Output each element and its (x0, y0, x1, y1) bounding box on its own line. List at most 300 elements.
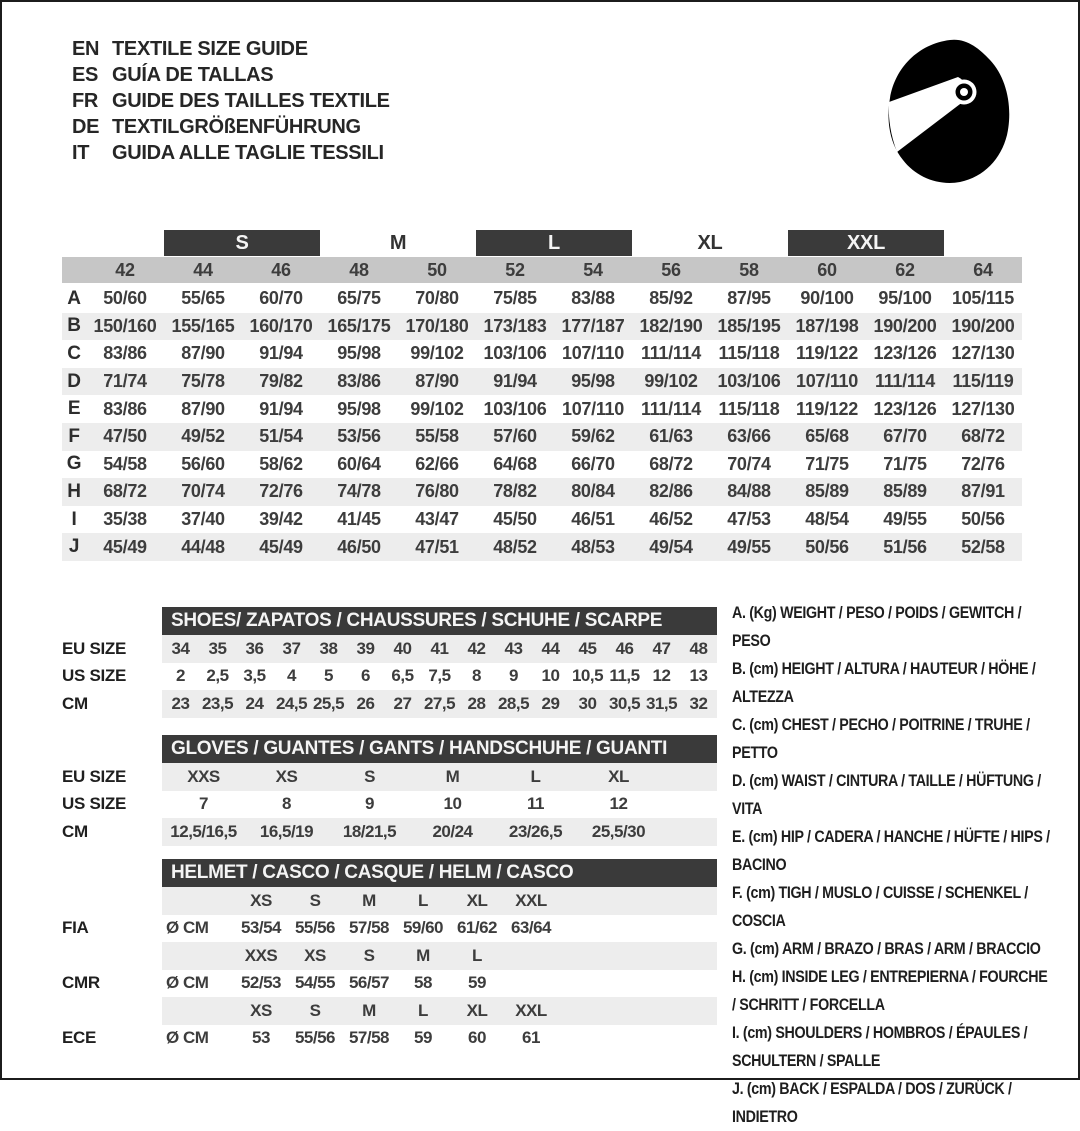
helmet-sizes (162, 887, 717, 915)
shoes-value: 29 (541, 693, 560, 713)
size-number: 56 (661, 259, 681, 280)
language-code: DE (72, 115, 100, 138)
helmet-sizes (162, 997, 717, 1025)
measurement-value: 66/70 (571, 453, 615, 474)
measurement-value: 103/106 (483, 398, 547, 419)
measurement-row-letter: B (67, 315, 81, 337)
helmet-sizes (162, 942, 717, 970)
measurement-value: 49/52 (181, 426, 225, 447)
size-group-label: S (164, 230, 320, 256)
measurement-row-letter: F (68, 425, 80, 447)
legend-item: H. (cm) INSIDE LEG / ENTREPIERNA / FOURCHE / SCHRITT / FORCELLA (732, 967, 1048, 1014)
measurement-value: 111/114 (641, 398, 701, 419)
helmet-value: 61/62 (456, 918, 498, 938)
size-number: 64 (973, 259, 993, 280)
helmet-value: 59 (414, 1028, 432, 1048)
measurement-row (62, 423, 1022, 451)
helmet-size-label: L (418, 890, 428, 910)
language-row (72, 62, 390, 88)
measurement-value: 95/100 (878, 288, 932, 309)
shoes-value: 5 (324, 666, 333, 686)
helmet-size-label: XXL (515, 890, 547, 910)
helmet-icon (878, 36, 1016, 188)
measurement-row (62, 313, 1022, 341)
measurement-value: 55/65 (181, 288, 225, 309)
shoes-value: 12 (652, 666, 671, 686)
gloves-row (62, 818, 717, 846)
language-row (72, 114, 390, 140)
shoes-value: 35 (208, 638, 227, 658)
measurement-value: 115/118 (718, 398, 780, 419)
gloves-value: XS (275, 766, 298, 786)
measurement-value: 65/68 (805, 426, 849, 447)
gloves-value: 8 (282, 794, 291, 814)
measurement-value: 74/78 (337, 481, 381, 502)
measurement-value: 75/78 (181, 371, 225, 392)
size-number: 60 (817, 259, 837, 280)
language-code: IT (72, 141, 90, 164)
gloves-value: L (530, 766, 541, 786)
measurement-value: 95/98 (571, 371, 615, 392)
measurement-row (62, 285, 1022, 313)
measurement-value: 187/198 (795, 315, 859, 336)
gloves-row-values (162, 818, 717, 846)
measurement-row-letter: D (67, 370, 81, 392)
shoes-row (62, 690, 717, 718)
shoes-value: 38 (319, 638, 338, 658)
measurement-value: 99/102 (644, 371, 698, 392)
measurement-value: 190/200 (873, 315, 937, 336)
gloves-value: 12,5/16,5 (170, 821, 237, 841)
shoes-value: 34 (171, 638, 190, 658)
shoes-value: 28,5 (497, 693, 530, 713)
measurement-value: 48/53 (571, 536, 615, 557)
language-title: GUIDA ALLE TAGLIE TESSILI (112, 141, 384, 164)
measurement-value: 85/89 (883, 481, 927, 502)
measurement-value: 48/52 (493, 536, 537, 557)
measurement-value: 63/66 (727, 426, 771, 447)
helmet-size-label: XXS (244, 945, 278, 965)
helmet-size-label: XL (466, 1000, 488, 1020)
size-group-label: XL (697, 231, 723, 254)
gloves-value: 23/26,5 (508, 821, 563, 841)
helmet-value: 53/54 (240, 918, 282, 938)
gloves-value: 11 (527, 794, 544, 814)
measurement-value: 46/52 (649, 509, 693, 530)
language-list (72, 36, 390, 166)
helmet-value: 59 (468, 973, 486, 993)
measurement-value: 78/82 (493, 481, 537, 502)
language-row (72, 36, 390, 62)
size-number: 48 (349, 259, 369, 280)
helmet-value: 56/57 (348, 973, 390, 993)
measurement-value: 83/86 (103, 343, 147, 364)
measurement-value: 87/91 (961, 481, 1005, 502)
shoes-value: 30,5 (608, 693, 641, 713)
shoes-value: 3,5 (243, 666, 266, 686)
helmet-size-label: M (362, 890, 376, 910)
helmet-size-label: XS (250, 1000, 272, 1020)
helmet-standard-row (62, 970, 717, 998)
measurement-value: 39/42 (259, 509, 303, 530)
helmet-value: 52/53 (240, 973, 282, 993)
gloves-value: 9 (365, 794, 374, 814)
helmet-size-label: L (472, 945, 482, 965)
measurement-row (62, 506, 1022, 534)
legend-item: J. (cm) BACK / ESPALDA / DOS / ZURÜCK / INDIETRO (732, 1079, 1012, 1126)
measurement-value: 85/89 (805, 481, 849, 502)
measurement-value: 72/76 (961, 453, 1005, 474)
measurement-value: 99/102 (410, 343, 464, 364)
measurement-legend (732, 599, 1055, 1131)
helmet-table-title: HELMET / CASCO / CASQUE / HELM / CASCO (162, 859, 717, 887)
size-number: 54 (583, 259, 603, 280)
measurement-value: 111/114 (641, 343, 701, 364)
measurement-value: 107/110 (562, 343, 624, 364)
helmet-sizes-row (62, 942, 717, 970)
legend-item: G. (cm) ARM / BRAZO / BRAS / ARM / BRACCIO (732, 939, 1041, 958)
helmet-size-label: XS (304, 945, 326, 965)
measurement-row (62, 395, 1022, 423)
helmet-values (162, 1025, 717, 1053)
measurement-value: 87/90 (181, 398, 225, 419)
helmet-standard-row (62, 1025, 717, 1053)
measurement-value: 57/60 (493, 426, 537, 447)
measurement-value: 115/118 (718, 343, 780, 364)
shoes-value: 46 (615, 638, 634, 658)
measurement-value: 127/130 (951, 343, 1015, 364)
size-number: 44 (193, 259, 213, 280)
helmet-standard-row (62, 915, 717, 943)
shoes-value: 7,5 (428, 666, 451, 686)
shoes-value: 36 (245, 638, 264, 658)
helmet-value: 55/56 (294, 1028, 336, 1048)
size-number: 62 (895, 259, 915, 280)
helmet-size-label: S (309, 1000, 321, 1020)
shoes-value: 4 (287, 666, 296, 686)
helmet-sizes-row (62, 887, 717, 915)
measurement-row-letter: I (71, 508, 77, 530)
helmet-size-label: L (418, 1000, 428, 1020)
gloves-value: 25,5/30 (591, 821, 646, 841)
measurement-row (62, 533, 1022, 561)
shoes-row-label: EU SIZE (62, 638, 127, 658)
measurement-value: 107/110 (796, 371, 858, 392)
size-group-label: M (389, 231, 407, 254)
helmet-size-label: M (416, 945, 430, 965)
measurement-value: 71/75 (883, 453, 927, 474)
measurement-value: 62/66 (415, 453, 459, 474)
helmet-value: 53 (252, 1028, 270, 1048)
measurement-value: 59/62 (571, 426, 615, 447)
gloves-row-values (162, 791, 717, 819)
language-code: FR (72, 89, 99, 112)
legend-item: A. (Kg) WEIGHT / PESO / POIDS / GEWITCH / PESO (732, 603, 1022, 650)
helmet-value: 57/58 (348, 1028, 390, 1048)
measurement-value: 49/55 (727, 536, 771, 557)
measurement-value: 72/76 (259, 481, 303, 502)
measurement-value: 64/68 (493, 453, 537, 474)
helmet-value: Ø CM (166, 918, 209, 938)
measurement-row-letter: H (67, 480, 81, 502)
measurement-row-letter: G (66, 453, 82, 475)
size-number: 58 (739, 259, 759, 280)
shoes-table-title: SHOES/ ZAPATOS / CHAUSSURES / SCHUHE / SCARPE (162, 607, 717, 635)
size-group-label: XXL (788, 230, 944, 256)
gloves-value: 18/21,5 (342, 821, 397, 841)
shoes-value: 41 (430, 638, 449, 658)
measurement-value: 45/49 (259, 536, 303, 557)
gloves-value: 16,5/19 (259, 821, 314, 841)
measurement-value: 83/86 (103, 398, 147, 419)
measurement-value: 58/62 (259, 453, 303, 474)
measurement-value: 51/56 (883, 536, 927, 557)
helmet-value: 55/56 (294, 918, 336, 938)
shoes-value: 23,5 (201, 693, 234, 713)
measurement-value: 173/183 (483, 315, 547, 336)
helmet-value: 57/58 (348, 918, 390, 938)
measurement-value: 48/54 (805, 509, 849, 530)
helmet-value: 60 (468, 1028, 486, 1048)
measurement-value: 91/94 (493, 371, 537, 392)
shoes-value: 44 (541, 638, 560, 658)
shoes-row-values (162, 663, 717, 691)
measurement-row (62, 451, 1022, 479)
helmet-size-label: XXL (515, 1000, 547, 1020)
measurement-value: 50/56 (961, 509, 1005, 530)
measurement-value: 115/119 (952, 371, 1014, 392)
legend-item: C. (cm) CHEST / PECHO / POITRINE / TRUHE / PETTO (732, 715, 1030, 762)
language-code: ES (72, 63, 99, 86)
measurement-value: 49/55 (883, 509, 927, 530)
measurement-row-letter: C (67, 342, 81, 364)
legend-item: F. (cm) TIGH / MUSLO / CUISSE / SCHENKEL / COSCIA (732, 883, 1028, 930)
shoes-value: 40 (393, 638, 412, 658)
legend-item: E. (cm) HIP / CADERA / HANCHE / HÜFTE / HIPS / BACINO (732, 827, 1050, 874)
shoes-value: 31,5 (645, 693, 678, 713)
helmet-value: 61 (522, 1028, 540, 1048)
measurement-value: 56/60 (181, 453, 225, 474)
measurement-value: 60/70 (259, 288, 303, 309)
shoes-value: 23 (171, 693, 190, 713)
legend-item: I. (cm) SHOULDERS / HOMBROS / ÉPAULES / SCHULTERN / SPALLE (732, 1023, 1028, 1070)
measurement-value: 177/187 (561, 315, 625, 336)
measurement-value: 70/80 (415, 288, 459, 309)
measurement-value: 119/122 (796, 398, 858, 419)
measurement-value: 67/70 (883, 426, 927, 447)
language-title: TEXTILE SIZE GUIDE (112, 37, 308, 60)
shoes-row (62, 635, 717, 663)
shoes-value: 10,5 (571, 666, 604, 686)
shoes-value: 45 (578, 638, 597, 658)
gloves-row-label: EU SIZE (62, 766, 127, 786)
measurement-value: 155/165 (171, 315, 235, 336)
measurement-value: 51/54 (259, 426, 303, 447)
measurement-value: 165/175 (327, 315, 391, 336)
gloves-value: 20/24 (432, 821, 473, 841)
helmet-standard-label: ECE (62, 1028, 97, 1048)
measurement-value: 45/50 (493, 509, 537, 530)
gloves-row (62, 763, 717, 791)
helmet-size-label: M (362, 1000, 376, 1020)
size-number-row (62, 257, 1022, 283)
measurement-value: 71/74 (103, 371, 147, 392)
measurement-value: 103/106 (717, 371, 781, 392)
measurement-value: 119/122 (796, 343, 858, 364)
measurement-value: 82/86 (649, 481, 693, 502)
measurement-value: 90/100 (800, 288, 854, 309)
measurement-row-letter: J (68, 536, 80, 558)
gloves-table-title: GLOVES / GUANTES / GANTS / HANDSCHUHE / GUANTI (162, 735, 717, 763)
language-title: GUÍA DE TALLAS (112, 63, 274, 86)
shoes-value: 30 (578, 693, 597, 713)
measurement-value: 127/130 (951, 398, 1015, 419)
shoes-value: 2 (176, 666, 185, 686)
helmet-value: 54/55 (294, 973, 336, 993)
measurement-value: 52/58 (961, 536, 1005, 557)
helmet-value: Ø CM (166, 1028, 209, 1048)
measurement-value: 45/49 (103, 536, 147, 557)
measurement-value: 60/64 (337, 453, 381, 474)
measurement-value: 83/88 (571, 288, 615, 309)
gloves-value: XXS (187, 766, 220, 786)
helmet-standard-label: CMR (62, 973, 100, 993)
measurement-value: 103/106 (483, 343, 547, 364)
measurement-value: 47/53 (727, 509, 771, 530)
helmet-values (162, 915, 717, 943)
measurement-value: 190/200 (951, 315, 1015, 336)
measurement-value: 49/54 (649, 536, 693, 557)
measurement-value: 70/74 (181, 481, 225, 502)
shoes-value: 37 (282, 638, 301, 658)
shoes-value: 10 (541, 666, 560, 686)
helmet-value: 63/64 (510, 918, 552, 938)
measurement-value: 50/56 (805, 536, 849, 557)
measurement-value: 68/72 (961, 426, 1005, 447)
shoes-value: 6 (361, 666, 370, 686)
measurement-value: 84/88 (727, 481, 771, 502)
shoes-value: 13 (689, 666, 708, 686)
measurement-value: 70/74 (727, 453, 771, 474)
helmet-standard-label: FIA (62, 918, 89, 938)
measurement-row (62, 340, 1022, 368)
measurement-value: 47/50 (103, 426, 147, 447)
shoes-value: 24,5 (275, 693, 308, 713)
gloves-row-values (162, 763, 717, 791)
measurement-value: 37/40 (181, 509, 225, 530)
measurement-value: 68/72 (103, 481, 147, 502)
size-number: 46 (271, 259, 291, 280)
measurement-value: 107/110 (562, 398, 624, 419)
legend-item: D. (cm) WAIST / CINTURA / TAILLE / HÜFTUNG / VITA (732, 771, 1041, 818)
measurement-value: 76/80 (415, 481, 459, 502)
measurement-value: 54/58 (103, 453, 147, 474)
shoes-value: 42 (467, 638, 486, 658)
measurement-value: 79/82 (259, 371, 303, 392)
shoes-value: 11,5 (609, 666, 640, 686)
helmet-sizes-row (62, 997, 717, 1025)
measurement-value: 80/84 (571, 481, 615, 502)
legend-item: B. (cm) HEIGHT / ALTURA / HAUTEUR / HÖHE / ALTEZZA (732, 659, 1036, 706)
measurement-value: 41/45 (337, 509, 381, 530)
measurement-value: 83/86 (337, 371, 381, 392)
size-group-header-row (62, 230, 1022, 256)
gloves-value: S (364, 766, 375, 786)
measurement-value: 111/114 (875, 371, 935, 392)
shoes-value: 6,5 (391, 666, 414, 686)
measurement-value: 53/56 (337, 426, 381, 447)
language-row (72, 88, 390, 114)
shoes-value: 28 (467, 693, 486, 713)
gloves-row-label: CM (62, 821, 88, 841)
measurement-value: 43/47 (415, 509, 459, 530)
measurement-value: 85/92 (649, 288, 693, 309)
helmet-size-label: XS (250, 890, 272, 910)
measurement-value: 35/38 (103, 509, 147, 530)
shoes-row-values (162, 635, 717, 663)
measurement-value: 182/190 (639, 315, 703, 336)
shoes-value: 8 (472, 666, 481, 686)
gloves-row-label: US SIZE (62, 794, 127, 814)
shoes-value: 47 (652, 638, 671, 658)
measurement-value: 160/170 (249, 315, 313, 336)
shoes-value: 48 (689, 638, 708, 658)
measurement-value: 87/90 (181, 343, 225, 364)
helmet-size-label: XL (466, 890, 488, 910)
shoes-row-label: US SIZE (62, 666, 127, 686)
shoes-value: 27,5 (423, 693, 456, 713)
measurement-value: 61/63 (649, 426, 693, 447)
measurement-value: 95/98 (337, 343, 381, 364)
language-row (72, 140, 390, 166)
size-number: 50 (427, 259, 447, 280)
helmet-size-label: S (309, 890, 321, 910)
shoes-value: 9 (509, 666, 518, 686)
measurement-value: 99/102 (410, 398, 464, 419)
measurement-value: 170/180 (405, 315, 469, 336)
language-title: TEXTILGRÖßENFÜHRUNG (112, 115, 361, 138)
measurement-value: 105/115 (952, 288, 1014, 309)
shoes-value: 2,5 (206, 666, 229, 686)
measurement-value: 44/48 (181, 536, 225, 557)
shoes-value: 39 (356, 638, 375, 658)
size-number: 52 (505, 259, 525, 280)
shoes-value: 24 (245, 693, 264, 713)
gloves-value: M (445, 766, 460, 786)
shoes-value: 25,5 (312, 693, 345, 713)
gloves-value: 12 (609, 794, 628, 814)
measurement-value: 91/94 (259, 398, 303, 419)
helmet-value: Ø CM (166, 973, 209, 993)
language-code: EN (72, 37, 100, 60)
measurement-row-letter: A (67, 287, 81, 309)
measurement-value: 91/94 (259, 343, 303, 364)
language-title: GUIDE DES TAILLES TEXTILE (112, 89, 390, 112)
shoes-value: 27 (393, 693, 412, 713)
gloves-value: XL (608, 766, 629, 786)
shoes-row-label: CM (62, 693, 88, 713)
shoes-row-values (162, 690, 717, 718)
measurement-value: 75/85 (493, 288, 537, 309)
measurement-value: 55/58 (415, 426, 459, 447)
size-group-label: L (476, 230, 632, 256)
measurement-value: 65/75 (337, 288, 381, 309)
measurement-value: 68/72 (649, 453, 693, 474)
measurement-value: 46/50 (337, 536, 381, 557)
measurement-value: 123/126 (873, 343, 937, 364)
measurement-value: 50/60 (103, 288, 147, 309)
measurement-value: 87/90 (415, 371, 459, 392)
